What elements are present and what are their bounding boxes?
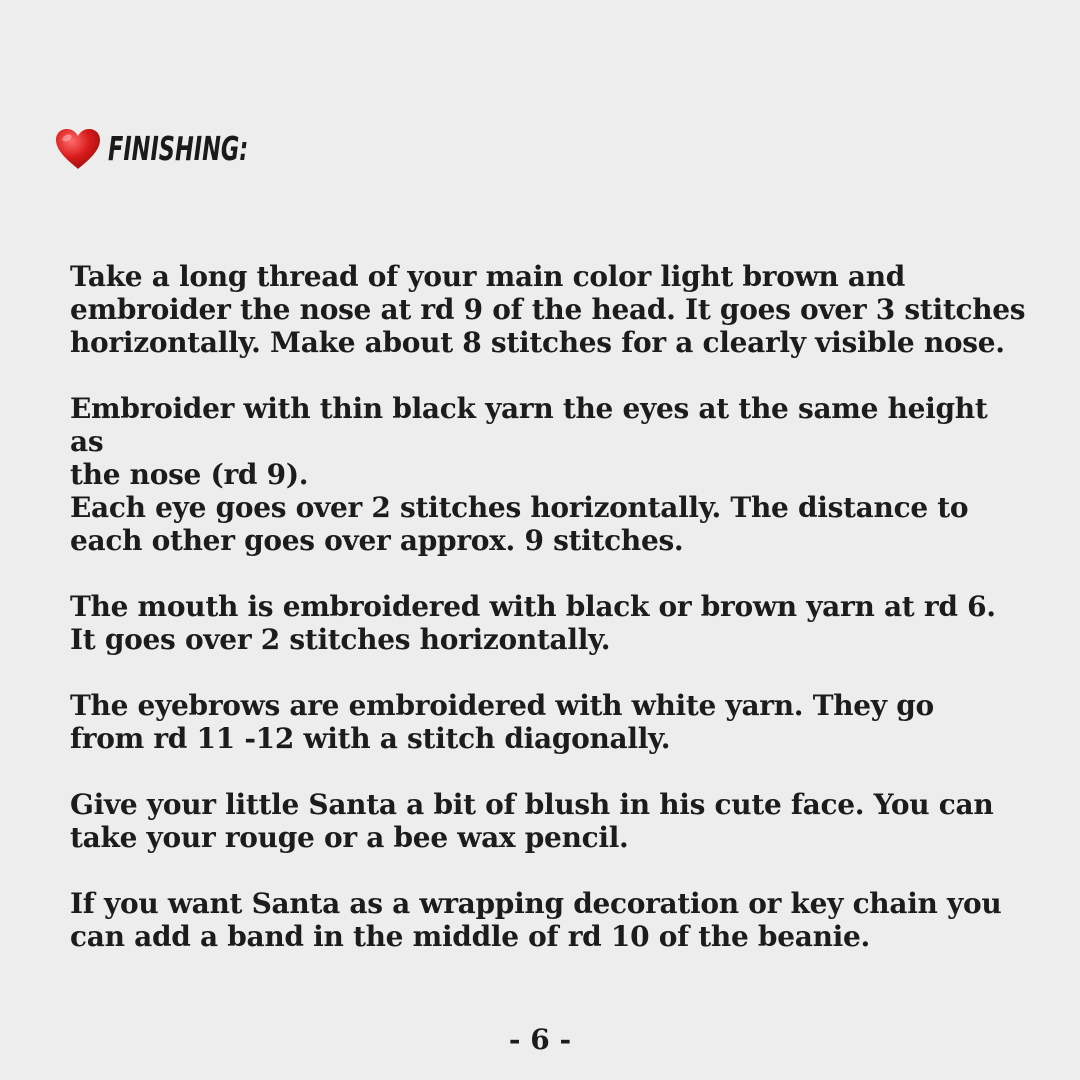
paragraph-eyes: Embroider with thin black yarn the eyes at the same height as the nose (rd 9). Each eye goes over 2 stitches horizontally. The distance to each other goes over approx. 9 stitches. (70, 392, 988, 557)
section-heading (54, 124, 314, 174)
paragraph-mouth: The mouth is embroidered with black or brown yarn at rd 6. It goes over 2 stitches horizontally. (70, 590, 996, 656)
heading-title: FINISHING: (108, 129, 249, 168)
heart-icon (54, 127, 102, 171)
page-number: - 6 - (508, 1023, 572, 1056)
paragraph-blush: Give your little Santa a bit of blush in his cute face. You can take your rouge or a bee wax pencil. (70, 788, 994, 854)
paragraph-band: If you want Santa as a wrapping decoration or key chain you can add a band in the middle of rd 10 of the beanie. (70, 887, 1002, 953)
paragraph-eyebrows: The eyebrows are embroidered with white yarn. They go from rd 11 -12 with a stitch diagonally. (70, 689, 934, 755)
instructions-body (70, 260, 1030, 986)
paragraph-nose: Take a long thread of your main color light brown and embroider the nose at rd 9 of the head. It goes over 3 stitches horizontally. Make about 8 stitches for a clearly visible nose. (70, 260, 1026, 359)
